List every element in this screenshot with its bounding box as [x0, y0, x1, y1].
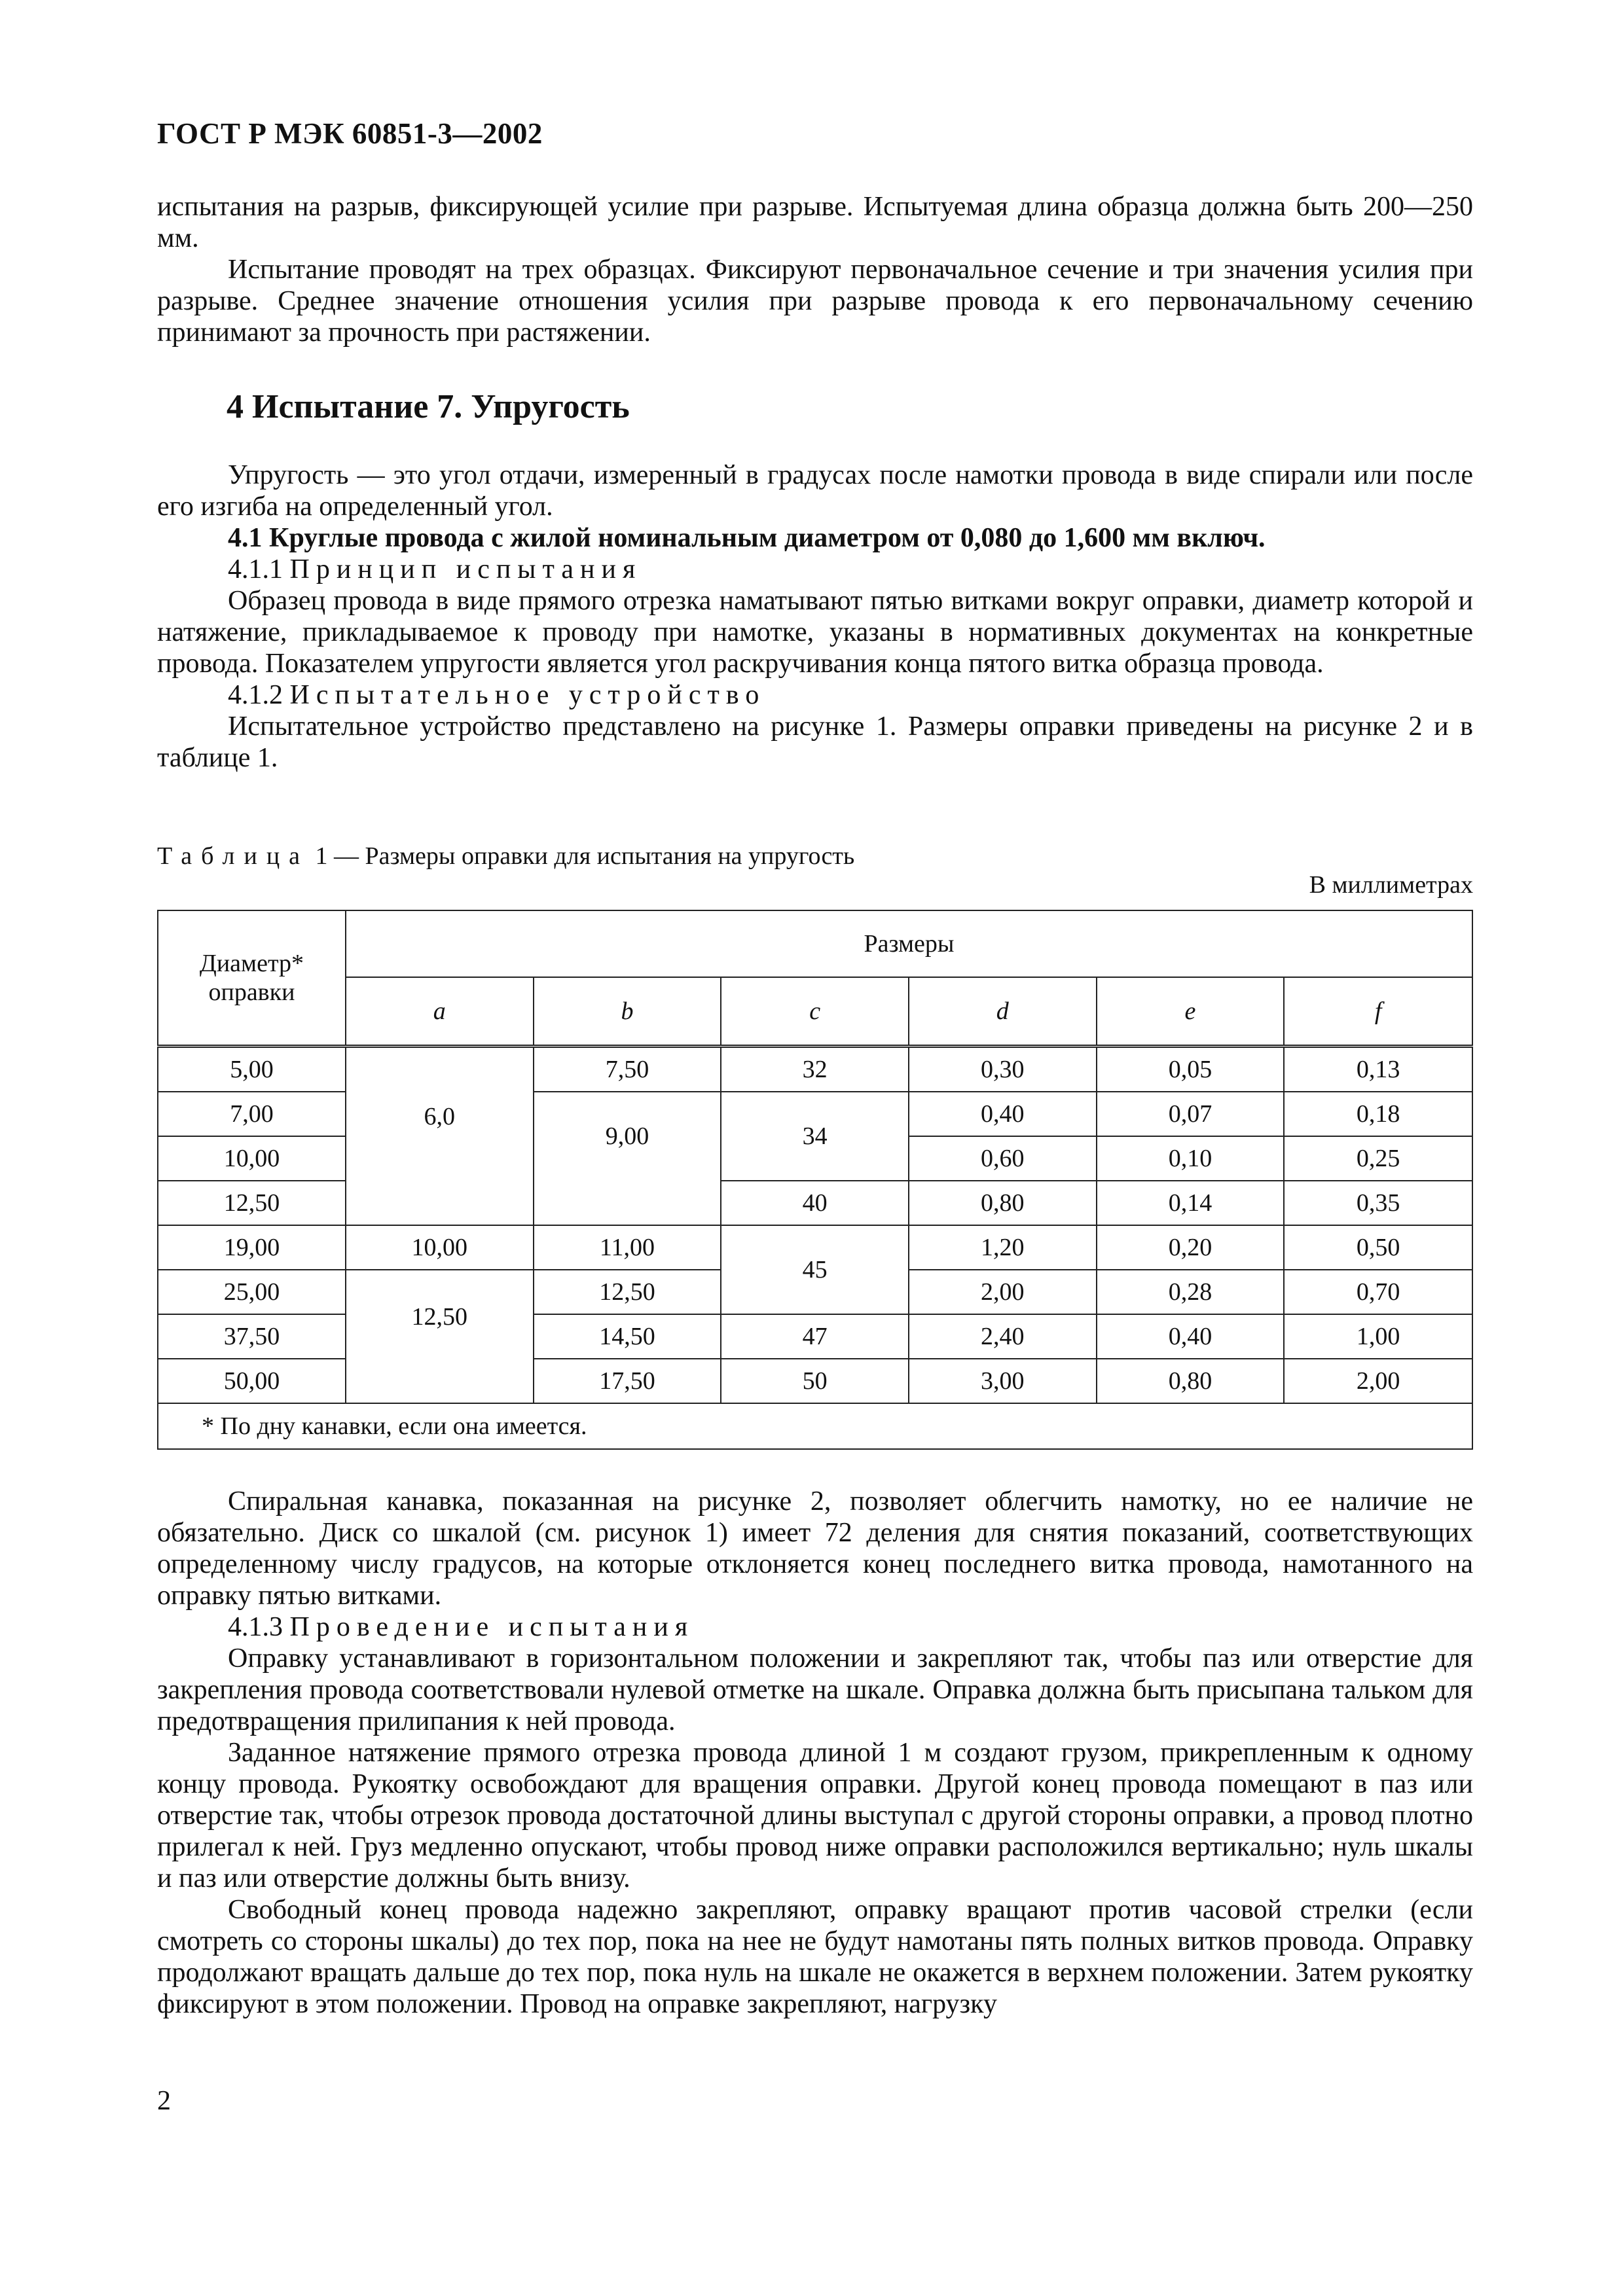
cell-f: 0,50: [1284, 1225, 1472, 1270]
column-header-b: b: [534, 977, 721, 1047]
cell-d: 2,40: [909, 1314, 1097, 1359]
section-4-heading: 4 Испытание 7. Упругость: [227, 388, 630, 425]
cell-d: 0,40: [909, 1092, 1097, 1136]
table-unit: В миллиметрах: [1309, 871, 1473, 899]
cell-b: 7,50: [534, 1047, 721, 1092]
subsection-4-1-2-number: 4.1.2: [228, 680, 283, 710]
table-caption-text: 1 — Размеры оправки для испытания на упругость: [315, 842, 855, 870]
column-header-sizes: Размеры: [346, 910, 1472, 977]
cell-diameter: 19,00: [158, 1225, 346, 1270]
cell-b: 17,50: [534, 1359, 721, 1403]
cell-e: 0,28: [1097, 1270, 1285, 1314]
cell-a: 12,50: [346, 1270, 534, 1403]
after-paragraph-1: Спиральная канавка, показанная на рисунке 2, позволяет облегчить намотку, но ее наличие не обязательно. Диск со шкалой (см. рисунок 1) имеет 72 деления для снятия показаний, соответствующих определенному числу градусов, на которые отклоняется конец последнего витка провода, намотанного на оправку пятью витками.: [157, 1486, 1473, 1611]
subsection-4-1-1-text: Образец провода в виде прямого отрезка наматывают пятью витками вокруг оправки, диаметр которой и натяжение, прикладываемое к проводу при намотке, указаны в нормативных документах на конкретные провода. Показателем упругости является угол раскручивания конца пятого витка образца провода.: [157, 586, 1473, 679]
cell-c: 34: [721, 1092, 909, 1181]
subsection-4-1-1-number: 4.1.1: [228, 554, 283, 584]
cell-diameter: 37,50: [158, 1314, 346, 1359]
table-caption-word: Таблица: [157, 842, 310, 870]
cell-d: 3,00: [909, 1359, 1097, 1403]
intro-paragraph-2: Испытание проводят на трех образцах. Фиксируют первоначальное сечение и три значения усилия при разрыве. Среднее значение отношения усилия при разрыве провода к его первоначальному сечению принимают за прочность при растяжении.: [157, 255, 1473, 348]
cell-f: 0,35: [1284, 1181, 1472, 1225]
cell-b: 11,00: [534, 1225, 721, 1270]
table-footnote-row: [158, 1403, 1472, 1449]
table-footnote: * По дну канавки, если она имеется.: [158, 1403, 1472, 1449]
cell-e: 0,80: [1097, 1359, 1285, 1403]
subsection-4-1-3-title: [157, 1611, 1473, 1643]
after-paragraph-2: Оправку устанавливают в горизонтальном положении и закрепляют так, чтобы паз или отверстие для закрепления провода соответствовали нулевой отметке на шкале. Оправка должна быть присыпана тальком для предотвращения прилипания к ней провода.: [157, 1643, 1473, 1736]
after-table-text: [157, 1486, 1473, 2020]
cell-d: 0,80: [909, 1181, 1097, 1225]
cell-a: 6,0: [346, 1047, 534, 1226]
table-row: [158, 1225, 1472, 1270]
cell-f: 0,25: [1284, 1136, 1472, 1181]
cell-f: 0,13: [1284, 1047, 1472, 1092]
cell-b: 9,00: [534, 1092, 721, 1225]
cell-c: 32: [721, 1047, 909, 1092]
after-paragraph-3: Заданное натяжение прямого отрезка провода длиной 1 м создают грузом, прикрепленным к одному концу провода. Рукоятку освобождают для вращения оправки. Другой конец провода помещают в паз или отверстие так, чтобы отрезок провода достаточной длины выступал с другой стороны оправки, а провод плотно прилегал к ней. Груз медленно опускают, чтобы провод ниже оправки расположился вертикально; нуль шкалы и паз или отверстие должны быть внизу.: [157, 1738, 1473, 1893]
cell-c: 47: [721, 1314, 909, 1359]
subsection-4-1-1-name: Принцип испытания: [289, 554, 642, 584]
cell-e: 0,10: [1097, 1136, 1285, 1181]
cell-d: 2,00: [909, 1270, 1097, 1314]
cell-e: 0,07: [1097, 1092, 1285, 1136]
column-header-c: c: [721, 977, 909, 1047]
column-header-a: a: [346, 977, 534, 1047]
cell-f: 0,18: [1284, 1092, 1472, 1136]
section-4-paragraph: Упругость — это угол отдачи, измеренный в градусах после намотки провода в виде спирали или после его изгиба на определенный угол.: [157, 460, 1473, 522]
cell-c: 40: [721, 1181, 909, 1225]
page-number: 2: [157, 2086, 171, 2116]
intro-paragraph-1: испытания на разрыв, фиксирующей усилие при разрыве. Испытуемая длина образца должна быть 200—250 мм.: [157, 192, 1473, 253]
subsection-4-1-3-name: Проведение испытания: [289, 1612, 695, 1642]
cell-f: 1,00: [1284, 1314, 1472, 1359]
cell-e: 0,40: [1097, 1314, 1285, 1359]
subsection-4-1-1-title: [157, 554, 1473, 585]
cell-b: 12,50: [534, 1270, 721, 1314]
table-row: [158, 1047, 1472, 1092]
document-header: ГОСТ Р МЭК 60851-3—2002: [157, 117, 543, 150]
cell-f: 0,70: [1284, 1270, 1472, 1314]
cell-a: 10,00: [346, 1225, 534, 1270]
subsection-4-1-3-number: 4.1.3: [228, 1612, 283, 1642]
cell-diameter: 25,00: [158, 1270, 346, 1314]
cell-b: 14,50: [534, 1314, 721, 1359]
subsection-4-1-2-title: [157, 679, 1473, 711]
cell-diameter: 50,00: [158, 1359, 346, 1403]
cell-diameter: 12,50: [158, 1181, 346, 1225]
cell-diameter: 7,00: [158, 1092, 346, 1136]
dimensions-table: [157, 910, 1473, 1450]
table-caption: [157, 842, 854, 870]
cell-d: 0,60: [909, 1136, 1097, 1181]
column-header-f: f: [1284, 977, 1472, 1047]
cell-e: 0,20: [1097, 1225, 1285, 1270]
after-paragraph-4: Свободный конец провода надежно закрепляют, оправку вращают против часовой стрелки (если смотреть со стороны шкалы) до тех пор, пока на нее не будут намотаны пять полных витков провода. Оправку продолжают вращать дальше до тех пор, пока нуль на шкале не окажется в верхнем положении. Затем рукоятку фиксируют в этом положении. Провод на оправке закрепляют, нагрузку: [157, 1895, 1473, 2019]
column-header-diameter: Диаметр* оправки: [158, 910, 346, 1047]
column-header-d: d: [909, 977, 1097, 1047]
subsection-4-1-2-name: Испытательное устройство: [289, 680, 766, 710]
column-header-e: e: [1097, 977, 1285, 1047]
subsection-4-1-2-text: Испытательное устройство представлено на рисунке 1. Размеры оправки приведены на рисунке 2 и в таблице 1.: [157, 711, 1473, 773]
cell-diameter: 10,00: [158, 1136, 346, 1181]
cell-d: 1,20: [909, 1225, 1097, 1270]
cell-d: 0,30: [909, 1047, 1097, 1092]
subsection-4-1-title: 4.1 Круглые провода с жилой номинальным диаметром от 0,080 до 1,600 мм включ.: [228, 523, 1266, 553]
cell-e: 0,05: [1097, 1047, 1285, 1092]
cell-c: 45: [721, 1225, 909, 1314]
section-4-text: [157, 459, 1473, 774]
intro-text: [157, 191, 1473, 348]
cell-c: 50: [721, 1359, 909, 1403]
cell-e: 0,14: [1097, 1181, 1285, 1225]
cell-f: 2,00: [1284, 1359, 1472, 1403]
cell-diameter: 5,00: [158, 1047, 346, 1092]
